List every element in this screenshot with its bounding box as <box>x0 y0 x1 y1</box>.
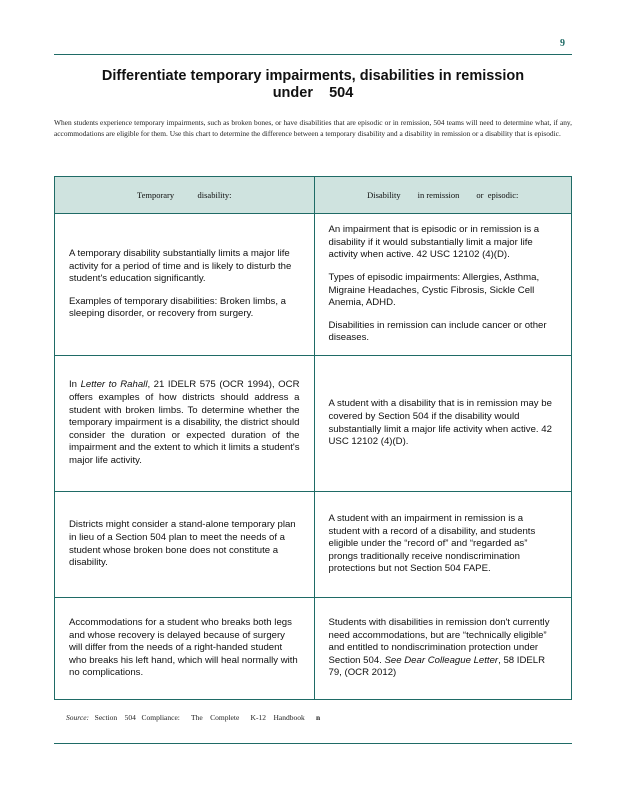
cell-paragraph: Districts might consider a stand-alone temporary plan in lieu of a Section 504 plan to meet the needs of a student whose broken bone does not constitute a disability. <box>69 519 296 569</box>
table-cell-right <box>314 492 572 598</box>
table-cell-right <box>314 214 572 356</box>
page-number: 9 <box>560 38 565 49</box>
cell-text: , 58 IDELR 79, (OCR 2012) <box>328 654 546 679</box>
table-row <box>55 492 572 598</box>
cell-paragraph: Types of episodic impairments: Allergies, Asthma, Migraine Headaches, Cystic Fibrosis, Sickle Cell Anemia, ADHD. <box>328 271 540 309</box>
table-cell-left <box>55 214 315 356</box>
source-label: Source: <box>66 713 90 722</box>
source-text: Section 504 Compliance: The Complete K-12 Handbook <box>89 713 316 722</box>
cell-paragraph: Examples of temporary disabilities: Broken limbs, a sleeping disorder, or recovery from surgery. <box>69 295 287 320</box>
title-line-2: under 504 <box>272 85 354 101</box>
cell-text: In <box>69 379 81 391</box>
table-cell-right <box>314 356 572 492</box>
cell-text: , 21 IDELR 575 (OCR 1994), OCR offers examples of how districts should address a student with broken limbs. To determine whether the temporary impairment is a disability, the district should consider the duration or expected duration of the impairment and the extent to which it limits a student's major life activity. <box>69 379 300 466</box>
cell-paragraph <box>329 617 558 680</box>
intro-paragraph: When students experience temporary impairments, such as broken bones, or have disabilities that are episodic or in remission, 504 teams will need to determine what, if any, accommodations are eligible for them. Use this chart to determine the difference between a temporary disability and a disability in remission or a disability that is episodic. <box>54 118 572 138</box>
table-cell-right <box>314 598 572 700</box>
table-cell-left <box>55 356 315 492</box>
cell-paragraph: A student with an impairment in remission is a student with a record of a disability, and students eligible under the “record of” and “regarded as” prongs traditionally receive nondiscrimination protections but not Section 504 FAPE. <box>328 513 536 575</box>
case-citation: Letter to Rahall <box>80 379 148 391</box>
cell-paragraph: An impairment that is episodic or in remission is a disability if it would substantially limit a major life activity when active. 42 USC 12102 (4)(D). <box>328 224 540 261</box>
top-rule <box>54 54 572 55</box>
cell-paragraph: Accommodations for a student who breaks both legs and whose recovery is delayed because of surgery will differ from the needs of a right-handed student who breaks his left hand, which will heal normally with no complications. <box>69 617 298 679</box>
source-mark: n <box>315 713 321 722</box>
source-line <box>66 713 320 722</box>
cell-paragraph: A student with a disability that is in remission may be covered by Section 504 if the disability would substantially limit a major life activity when active. 42 USC 12102 (4)(D). <box>328 398 552 448</box>
cell-paragraph <box>69 379 300 467</box>
table-row <box>55 598 572 700</box>
letter-citation: See Dear Colleague Letter <box>384 654 499 666</box>
table-row <box>55 356 572 492</box>
table-header-row <box>55 177 572 214</box>
cell-paragraph: A temporary disability substantially limits a major life activity for a period of time and is likely to disturb the student's education significantly. <box>69 248 292 285</box>
table-cell-left <box>55 492 315 598</box>
table-row <box>55 214 572 356</box>
title-line-1: Differentiate temporary impairments, disabilities in remission <box>101 68 525 84</box>
table-cell-left <box>55 598 315 700</box>
bottom-rule <box>54 743 572 744</box>
comparison-table <box>54 176 572 700</box>
page-title <box>54 68 572 102</box>
cell-paragraph: Disabilities in remission can include cancer or other diseases. <box>328 319 547 344</box>
header-temporary: Temporary disability: <box>55 177 315 214</box>
cell-text: Students with disabilities in remission don't currently need accommodations, but are “technically eligible” and entitled to nondiscrimination protection under Section 504. <box>328 617 550 666</box>
header-remission: Disability in remission or episodic: <box>314 177 572 214</box>
